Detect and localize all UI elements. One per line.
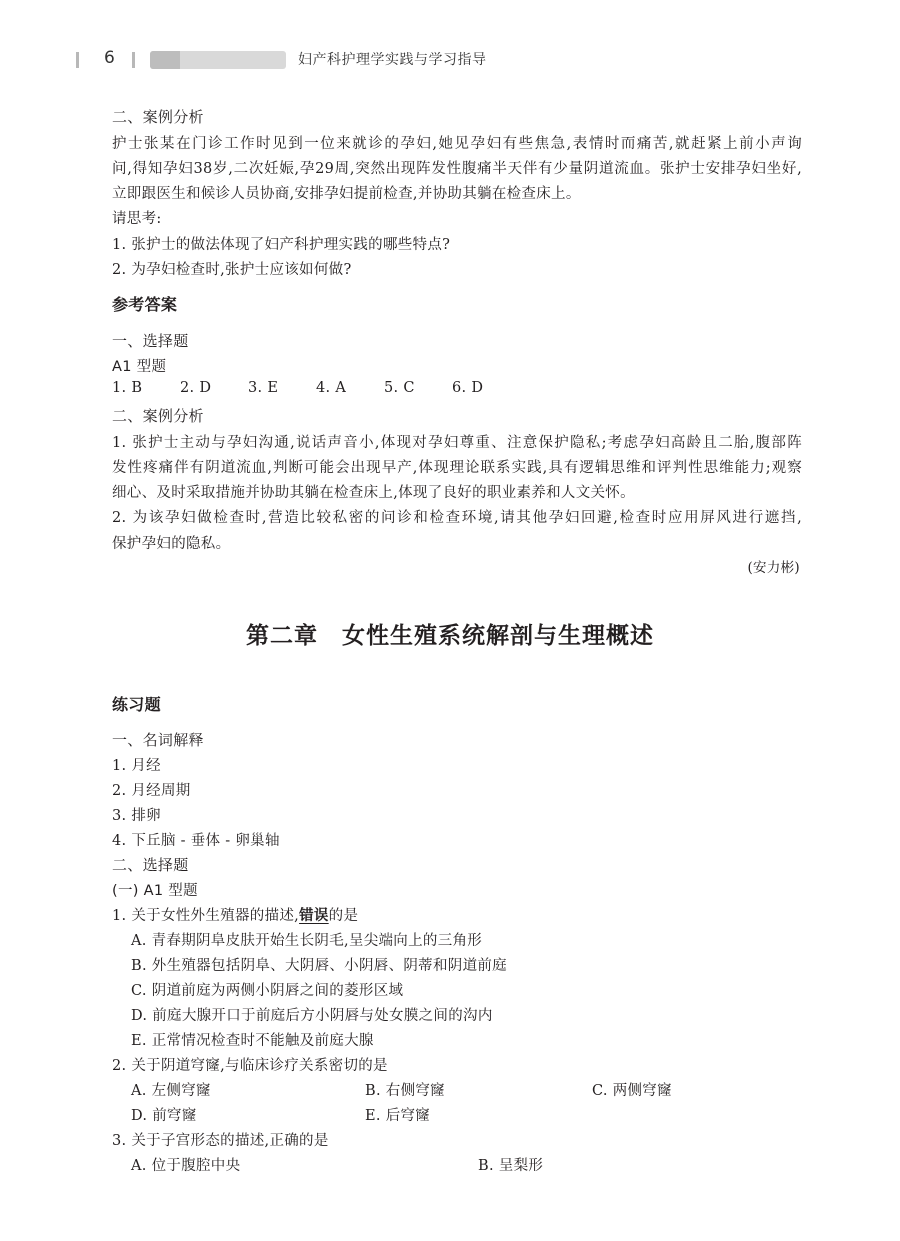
question-2-option: C. 两侧穹窿 (592, 1083, 672, 1099)
question-2-option: E. 后穹窿 (365, 1108, 431, 1124)
chapter-title: 第二章 女性生殖系统解剖与生理概述 (246, 623, 654, 649)
question-1-suffix: 的是 (328, 908, 359, 924)
question-1-option: E. 正常情况检查时不能触及前庭大腺 (131, 1033, 374, 1049)
answer-choice: 1. B (112, 380, 143, 396)
case-prompt: 请思考: (112, 211, 162, 227)
term-item: 2. 月经周期 (112, 783, 191, 799)
question-1-prefix: 1. 关于女性外生殖器的描述, (112, 908, 300, 924)
question-1-option: C. 阴道前庭为两侧小阴唇之间的菱形区域 (131, 983, 404, 999)
question-3-option: A. 位于腹腔中央 (131, 1158, 241, 1174)
answers-choice-list (112, 380, 520, 396)
answer-choice: 6. D (452, 380, 484, 396)
term-item: 4. 下丘脑 - 垂体 - 卵巢轴 (112, 833, 280, 849)
answer-1-line: 细心、及时采取措施并协助其躺在检查床上,体现了良好的职业素养和人文关怀。 (112, 485, 635, 501)
case-paragraph-line: 问,得知孕妇38岁,二次妊娠,孕29周,突然出现阵发性腹痛半天伴有少量阴道流血。张护士安排孕妇坐好, (112, 161, 802, 177)
question-1-option: D. 前庭大腺开口于前庭后方小阴唇与处女膜之间的沟内 (131, 1008, 493, 1024)
term-item: 3. 排卵 (112, 808, 161, 824)
case-question: 2. 为孕妇检查时,张护士应该如何做? (112, 262, 352, 278)
answer-choice: 5. C (384, 380, 415, 396)
answers-type-label: A1 型题 (112, 359, 167, 375)
answers-choice-heading: 一、选择题 (112, 332, 189, 350)
exercise-type-label: (一) A1 型题 (112, 883, 198, 899)
case-paragraph-line: 护士张某在门诊工作时见到一位来就诊的孕妇,她见孕妇有些焦急,表情时而痛苦,就赶紧上前小声询 (112, 136, 802, 152)
exercises-title: 练习题 (112, 695, 161, 714)
answer-2-line: 2. 为该孕妇做检查时,营造比较私密的问诊和检查环境,请其他孕妇回避,检查时应用屏风进行遮挡, (112, 510, 802, 526)
question-2-stem: 2. 关于阴道穹窿,与临床诊疗关系密切的是 (112, 1058, 388, 1074)
question-3-option: B. 呈梨形 (478, 1158, 544, 1174)
term-heading: 一、名词解释 (112, 731, 204, 749)
answer-choice: 4. A (316, 380, 347, 396)
page-number: 6 (104, 48, 115, 68)
case-heading: 二、案例分析 (112, 108, 204, 126)
question-1-emphasis: 错误 (299, 908, 329, 924)
header-divider (76, 52, 79, 68)
answer-1-line: 1. 张护士主动与孕妇沟通,说话声音小,体现对孕妇尊重、注意保护隐私;考虑孕妇高龄且二胎,腹部阵 (112, 435, 802, 451)
question-3-stem: 3. 关于子宫形态的描述,正确的是 (112, 1133, 329, 1149)
header-decoration-accent (150, 51, 180, 69)
book-title: 妇产科护理学实践与学习指导 (298, 52, 487, 68)
answer-2-line: 保护孕妇的隐私。 (112, 536, 231, 552)
header-divider (132, 52, 135, 68)
answer-1-line: 发性疼痛伴有阴道流血,判断可能会出现早产,体现理论联系实践,具有逻辑思维和评判性思维能力;观察 (112, 460, 802, 476)
case-paragraph-line: 立即跟医生和候诊人员协商,安排孕妇提前检查,并协助其躺在检查床上。 (112, 186, 581, 202)
case-question: 1. 张护士的做法体现了妇产科护理实践的哪些特点? (112, 237, 451, 253)
question-1-option: B. 外生殖器包括阴阜、大阴唇、小阴唇、阴蒂和阴道前庭 (131, 958, 507, 974)
page-header (76, 48, 836, 72)
answers-title: 参考答案 (112, 295, 178, 314)
question-1-stem (112, 904, 358, 925)
question-2-option: A. 左侧穹窿 (131, 1083, 211, 1099)
answer-choice: 2. D (180, 380, 212, 396)
question-2-option: D. 前穹窿 (131, 1108, 197, 1124)
term-item: 1. 月经 (112, 758, 161, 774)
question-1-option: A. 青春期阴阜皮肤开始生长阴毛,呈尖端向上的三角形 (131, 933, 483, 949)
exercise-choice-heading: 二、选择题 (112, 856, 189, 874)
author-credit: (安力彬) (747, 560, 800, 576)
answers-case-heading: 二、案例分析 (112, 407, 204, 425)
answer-choice: 3. E (248, 380, 279, 396)
question-2-option: B. 右侧穹窿 (365, 1083, 445, 1099)
